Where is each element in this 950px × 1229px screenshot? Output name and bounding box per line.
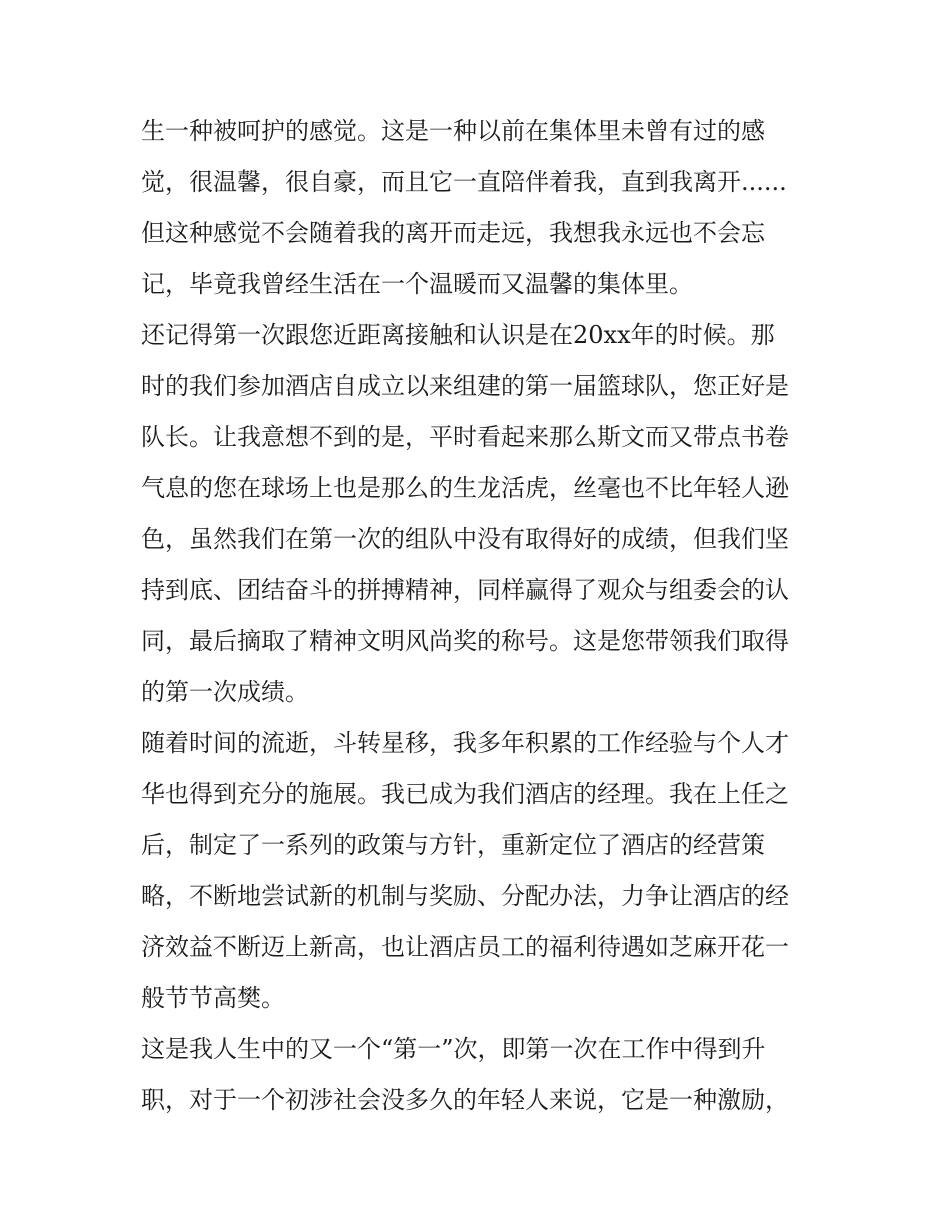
text-line: 职，对于一个初涉社会没多久的年轻人来说，它是一种激励， — [141, 1086, 789, 1114]
text-line: 华也得到充分的施展。我已成为我们酒店的经理。我在上任之 — [141, 780, 789, 808]
text-line: 般节节高樊。 — [141, 984, 285, 1012]
text-line: 觉，很温馨，很自豪，而且它一直陪伴着我，直到我离开...... — [141, 168, 787, 196]
text-line: 气息的您在球场上也是那么的生龙活虎，丝毫也不比年轻人逊 — [141, 474, 789, 502]
text-line: 队长。让我意想不到的是，平时看起来那么斯文而又带点书卷 — [141, 423, 789, 451]
text-line: 生一种被呵护的感觉。这是一种以前在集体里未曾有过的感 — [141, 117, 765, 145]
text-line: 这是我人生中的又一个“第一”次，即第一次在工作中得到升 — [141, 1035, 766, 1063]
text-line: 略，不断地尝试新的机制与奖励、分配办法，力争让酒店的经 — [141, 882, 789, 910]
text-line: 持到底、团结奋斗的拼搏精神，同样赢得了观众与组委会的认 — [141, 576, 789, 604]
text-line: 还记得第一次跟您近距离接触和认识是在20xx年的时候。那 — [141, 321, 775, 349]
text-line: 但这种感觉不会随着我的离开而走远，我想我永远也不会忘 — [141, 219, 765, 247]
text-line: 随着时间的流逝，斗转星移，我多年积累的工作经验与个人才 — [141, 729, 789, 757]
text-line: 时的我们参加酒店自成立以来组建的第一届篮球队，您正好是 — [141, 372, 789, 400]
document-body — [141, 106, 821, 1126]
text-line: 色，虽然我们在第一次的组队中没有取得好的成绩，但我们坚 — [141, 525, 789, 553]
text-line: 同，最后摘取了精神文明风尚奖的称号。这是您带领我们取得 — [141, 627, 789, 655]
text-line: 记，毕竟我曾经生活在一个温暖而又温馨的集体里。 — [141, 270, 693, 298]
text-line: 后，制定了一系列的政策与方针，重新定位了酒店的经营策 — [141, 831, 765, 859]
text-line: 济效益不断迈上新高，也让酒店员工的福利待遇如芝麻开花一 — [141, 933, 789, 961]
text-line: 的第一次成绩。 — [141, 678, 309, 706]
